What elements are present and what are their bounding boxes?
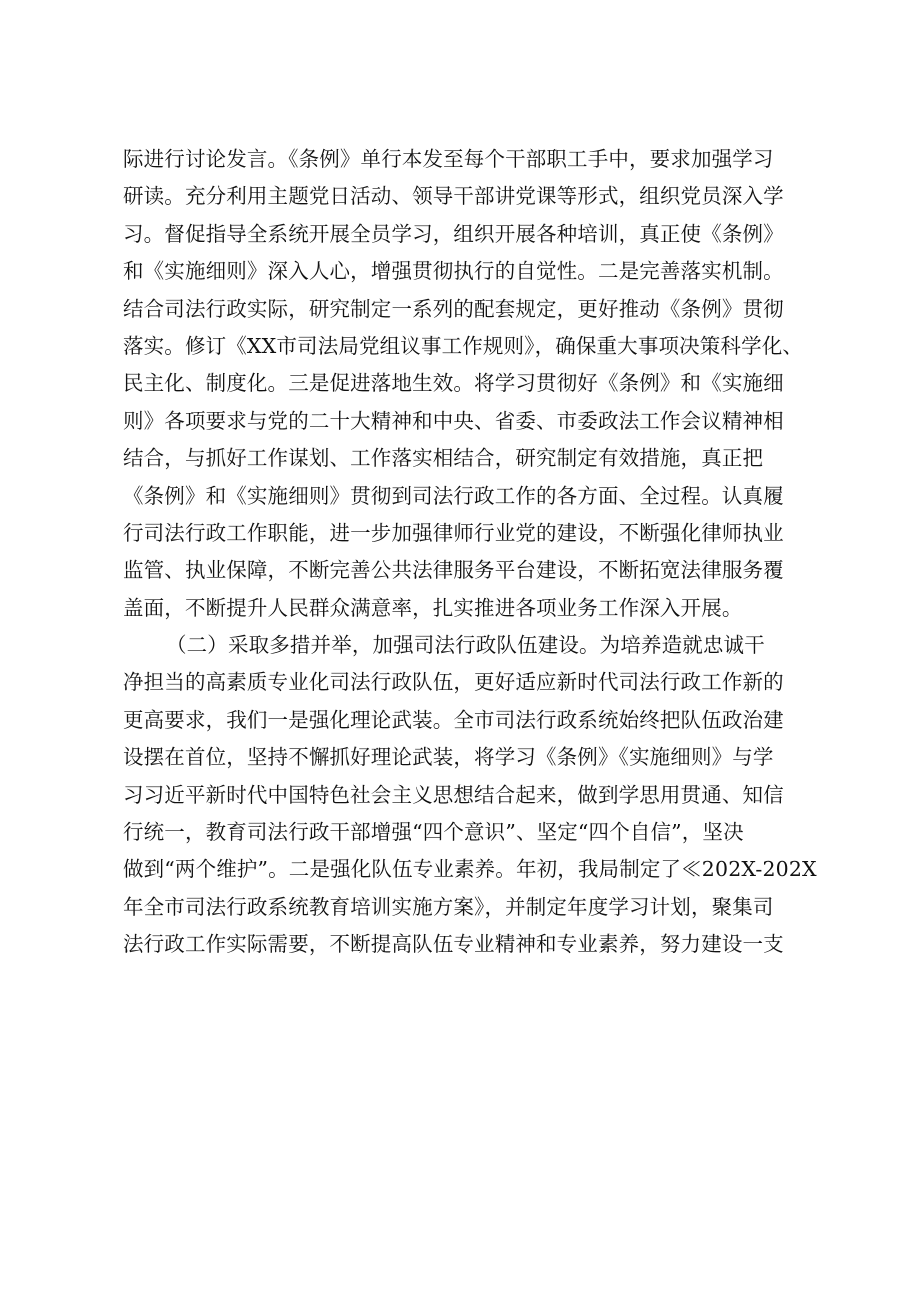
text-line: 净担当的高素质专业化司法行政队伍，更好适应新时代司法行政工作新的 [123, 670, 784, 695]
text-line: 做到“两个维护”。二是强化队伍专业素养。年初，我局制定了≪202X-202X [123, 857, 817, 882]
text-line: 习习近平新时代中国特色社会主义思想结合起来，做到学思用贯通、知信 [123, 782, 784, 807]
text-line: 研读。充分利用主题党日活动、领导干部讲党课等形式，组织党员深入学 [123, 184, 784, 209]
text-line: 民主化、制度化。三是促进落地生效。将学习贯彻好《条例》和《实施细 [123, 371, 784, 396]
text-line: 落实。修订《XX市司法局党组议事工作规则》，确保重大事项决策科学化、 [123, 333, 804, 358]
text-line: 行统一，教育司法行政干部增强“四个意识”、坚定“四个自信”，坚决 [123, 820, 744, 845]
body-text [123, 141, 817, 964]
text-line: 《条例》和《实施细则》贯彻到司法行政工作的各方面、全过程。认真履 [123, 483, 784, 508]
text-line: 行司法行政工作职能，进一步加强律师行业党的建设，不断强化律师执业 [123, 520, 784, 545]
text-line: 结合司法行政实际，研究制定一系列的配套规定，更好推动《条例》贯彻 [123, 296, 784, 321]
text-line: 法行政工作实际需要，不断提高队伍专业精神和专业素养，努力建设一支 [123, 932, 784, 957]
paragraph-heading-line: （二）采取多措并举，加强司法行政队伍建设。为培养造就忠诚干 [166, 633, 765, 658]
text-line: 则》各项要求与党的二十大精神和中央、省委、市委政法工作会议精神相 [123, 408, 784, 433]
text-line: 盖面，不断提升人民群众满意率，扎实推进各项业务工作深入开展。 [123, 595, 743, 620]
text-line: 结合，与抓好工作谋划、工作落实相结合，研究制定有效措施，真正把 [123, 446, 764, 471]
text-line: 际进行讨论发言。《条例》单行本发至每个干部职工手中，要求加强学习 [123, 147, 774, 171]
text-line: 和《实施细则》深入人心，增强贯彻执行的自觉性。二是完善落实机制。 [123, 259, 784, 284]
text-line: 设摆在首位，坚持不懈抓好理论武装，将学习《条例》《实施细则》与学 [123, 745, 774, 770]
text-line: 更高要求，我们一是强化理论武装。全市司法行政系统始终把队伍政治建 [123, 707, 784, 732]
text-line: 监管、执业保障，不断完善公共法律服务平台建设，不断拓宽法律服务覆 [123, 558, 784, 583]
text-line: 年全市司法行政系统教育培训实施方案》，并制定年度学习计划，聚集司 [123, 894, 774, 919]
text-line: 习。督促指导全系统开展全员学习，组织开展各种培训，真正使《条例》 [123, 221, 784, 246]
